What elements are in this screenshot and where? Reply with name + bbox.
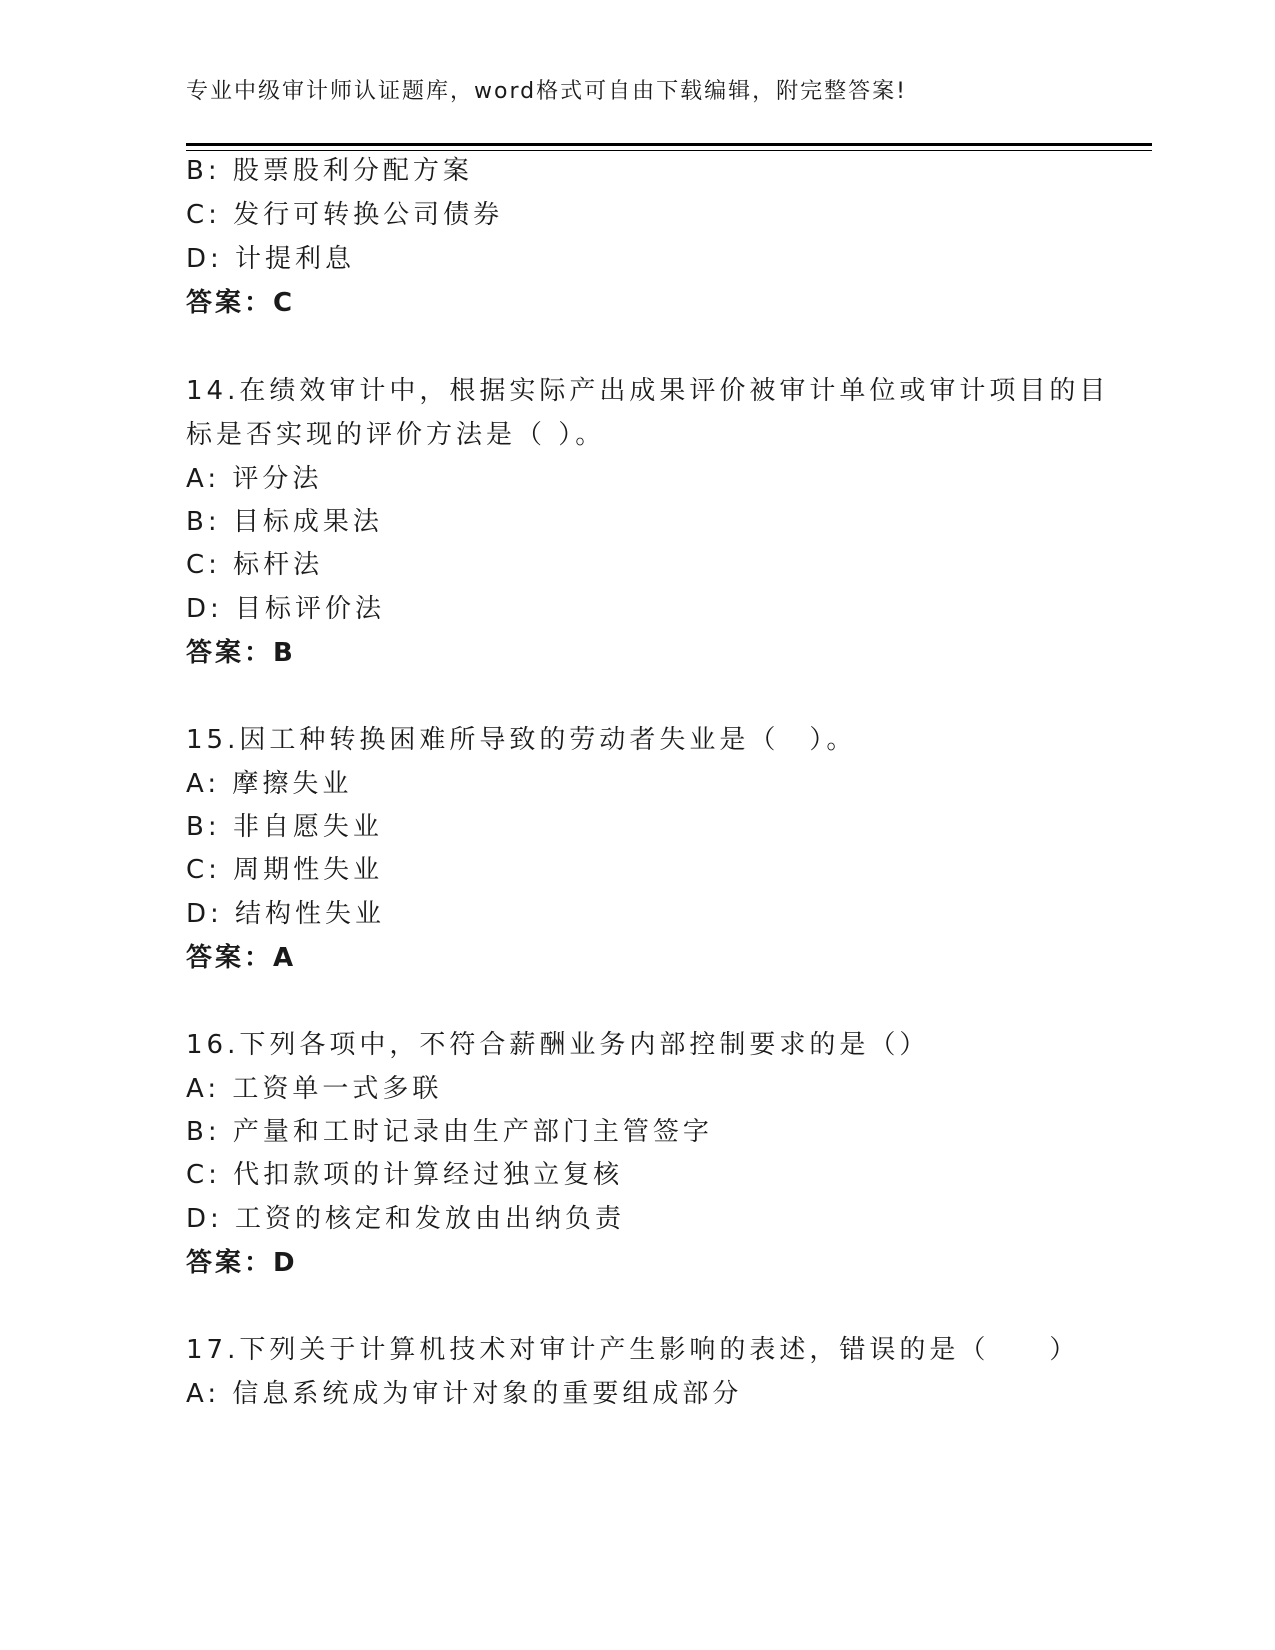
q15-option-c: C: 周期性失业 xyxy=(186,855,384,885)
header-rule-thin xyxy=(186,150,1152,151)
q16-option-d: D: 工资的核定和发放由出纳负责 xyxy=(186,1204,626,1234)
q15-option-b: B: 非自愿失业 xyxy=(186,812,383,842)
q15-stem: 15.因工种转换困难所导致的劳动者失业是（ ）。 xyxy=(186,725,857,755)
q13-option-c: C: 发行可转换公司债券 xyxy=(186,200,504,230)
q13-option-d: D: 计提利息 xyxy=(186,244,356,274)
q16-answer: 答案：D xyxy=(186,1248,298,1278)
q14-answer: 答案：B xyxy=(186,638,296,668)
q15-answer: 答案：A xyxy=(186,943,297,973)
q17-option-a: A: 信息系统成为审计对象的重要组成部分 xyxy=(186,1379,743,1409)
header-rule-thick xyxy=(186,143,1152,146)
page-header: 专业中级审计师认证题库，word格式可自由下载编辑，附完整答案! xyxy=(186,79,907,104)
q16-option-c: C: 代扣款项的计算经过独立复核 xyxy=(186,1160,624,1190)
q16-option-a: A: 工资单一式多联 xyxy=(186,1074,443,1104)
q16-stem: 16.下列各项中，不符合薪酬业务内部控制要求的是（） xyxy=(186,1030,930,1060)
q17-stem: 17.下列关于计算机技术对审计产生影响的表述，错误的是（ ） xyxy=(186,1335,1080,1365)
q16-option-b: B: 产量和工时记录由生产部门主管签字 xyxy=(186,1117,713,1147)
q15-option-a: A: 摩擦失业 xyxy=(186,769,353,799)
q14-option-c: C: 标杆法 xyxy=(186,550,324,580)
q14-stem-line-1: 14.在绩效审计中，根据实际产出成果评价被审计单位或审计项目的目 xyxy=(186,376,1110,406)
q14-stem-line-2: 标是否实现的评价方法是（ ）。 xyxy=(186,420,606,450)
q14-option-b: B: 目标成果法 xyxy=(186,507,383,537)
q15-option-d: D: 结构性失业 xyxy=(186,899,386,929)
q13-option-b: B: 股票股利分配方案 xyxy=(186,156,473,186)
q14-option-a: A: 评分法 xyxy=(186,464,323,494)
q14-option-d: D: 目标评价法 xyxy=(186,594,386,624)
q13-answer: 答案：C xyxy=(186,288,296,318)
